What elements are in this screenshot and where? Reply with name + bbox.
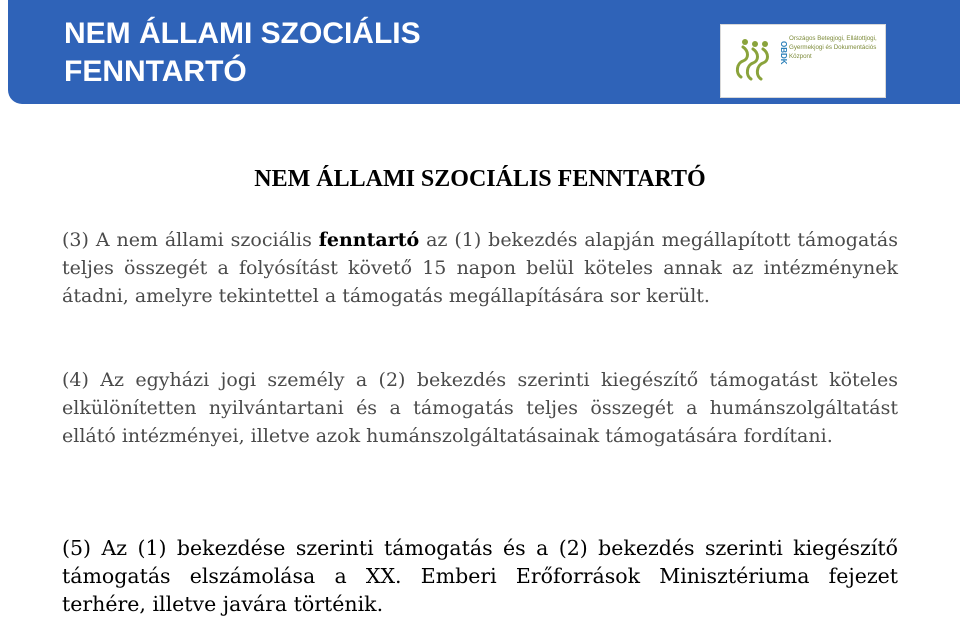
organization-logo — [720, 24, 886, 98]
logo-text: Országos Betegjogi, Ellátottjogi, Gyermekjogi és Dokumentációs Központ — [789, 35, 877, 60]
paragraph-3-start: (3) A nem állami szociális — [62, 229, 319, 251]
content-title: NEM ÁLLAMI SZOCIÁLIS FENNTARTÓ — [254, 166, 706, 192]
paragraph-5: (5) Az (1) bekezdése szerinti támogatás és a (2) bekezdés szerinti kiegészítő támogatás elszámolása a XX. Emberi Erőforrások Minisztériuma fejezet terhére, illetve javára történik. — [62, 536, 898, 616]
people-figures-logo-icon — [729, 33, 789, 89]
banner-title: NEM ÁLLAMI SZOCIÁLIS FENNTARTÓ — [64, 17, 421, 88]
paragraph-3-bold-term: fenntartó — [318, 229, 420, 251]
paragraph-3 — [62, 226, 898, 310]
paragraph-3-rest: az (1) bekezdés alapján megállapított támogatás teljes összegét a folyósítást követő 15 napon belül köteles annak az intézménynek átadni, amelyre tekintettel a támogatás megállapítására sor került. — [62, 229, 898, 307]
paragraph-4: (4) Az egyházi jogi személy a (2) bekezdés szerinti kiegészítő támogatást köteles elkülönítetten nyilvántartani és a támogatás teljes összegét a humánszolgáltatást ellátó intézményei, illetve azok humánszolgáltatásainak támogatására fordítani. — [62, 369, 898, 447]
logo-vertical-text: OBDK — [779, 41, 788, 65]
